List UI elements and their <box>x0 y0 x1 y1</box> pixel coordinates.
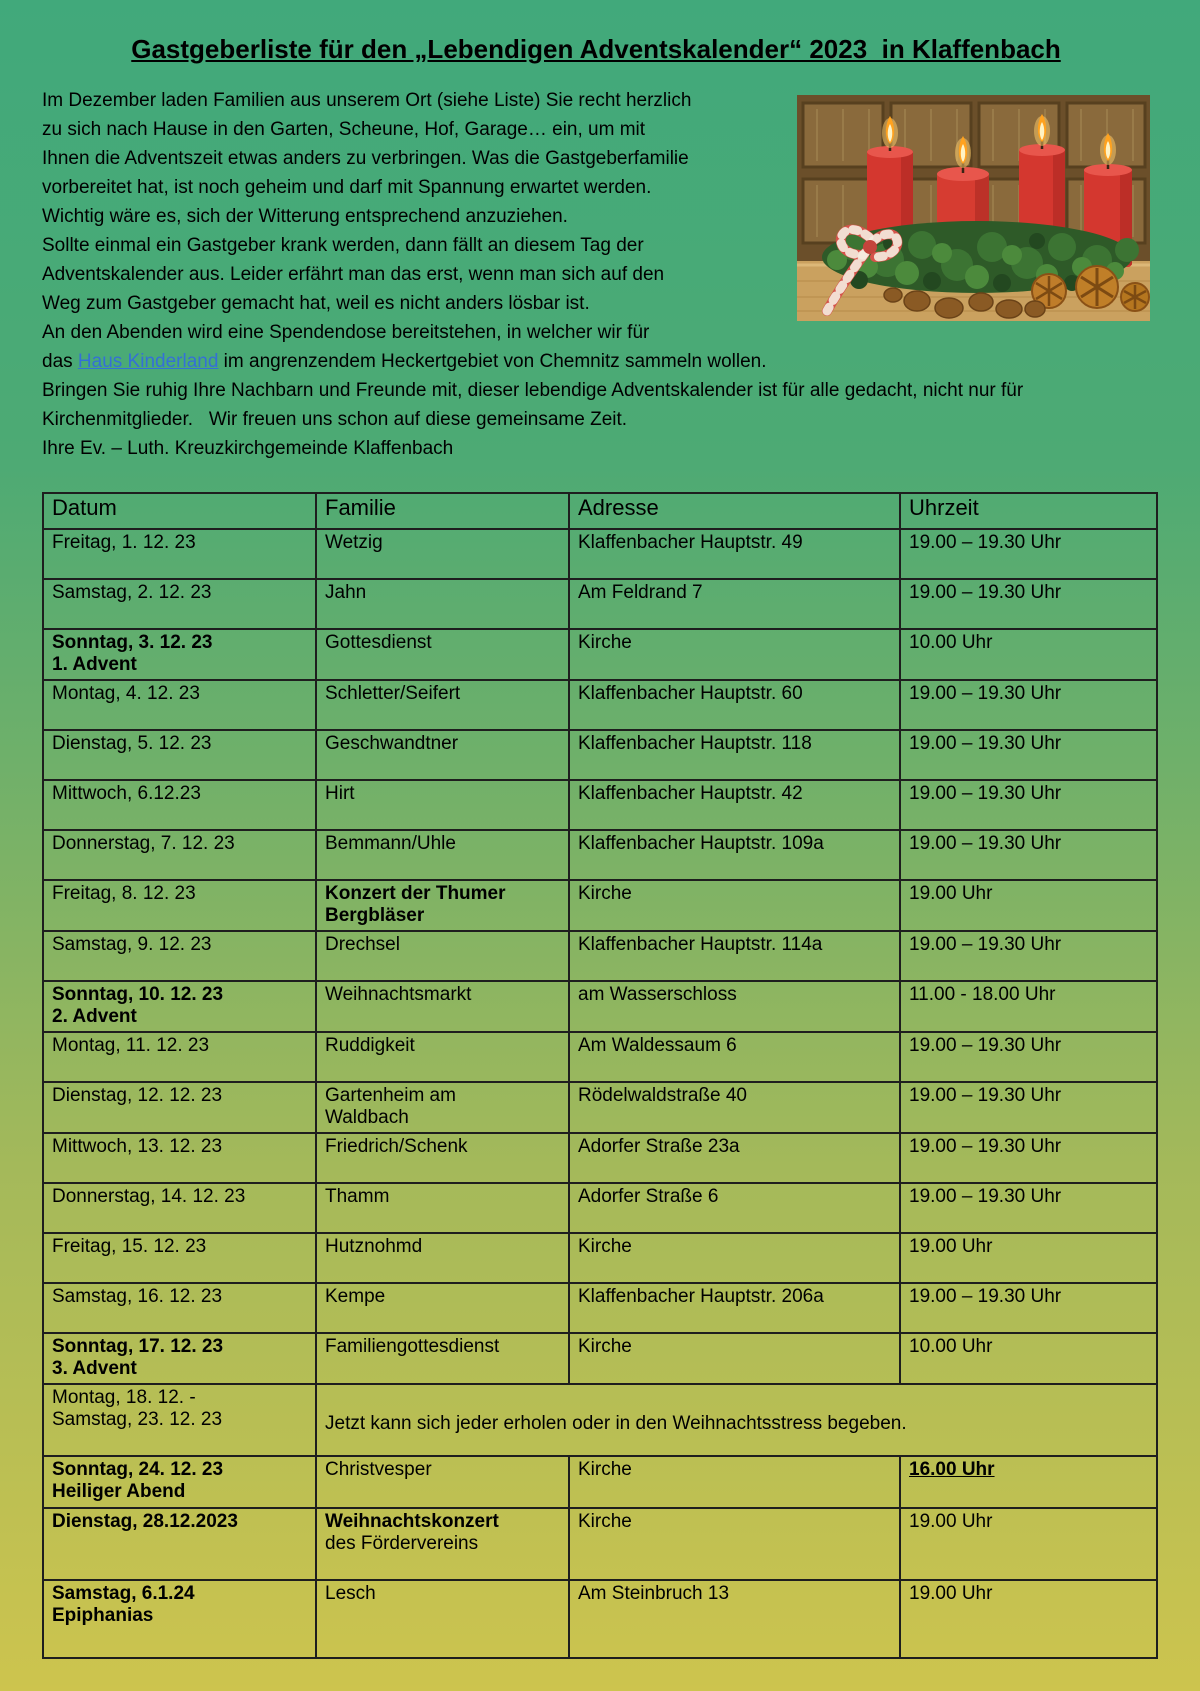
table-row <box>43 1082 1157 1133</box>
date-line: Epiphanias <box>52 1605 154 1626</box>
intro-line: Wichtig wäre es, sich der Witterung entsprechend anzuziehen. <box>42 206 568 227</box>
family-cell <box>316 1082 569 1133</box>
column-header-adresse: Adresse <box>569 493 900 529</box>
date-cell <box>43 629 316 680</box>
intro-text: im angrenzendem Heckertgebiet von Chemnitz sammeln wollen. <box>218 351 767 372</box>
family-cell <box>316 680 569 730</box>
date-line: Mittwoch, 13. 12. 23 <box>52 1136 223 1157</box>
date-cell <box>43 1032 316 1082</box>
family-line: Kempe <box>325 1286 386 1307</box>
address-cell: Am Waldessaum 6 <box>569 1032 900 1082</box>
date-line: Samstag, 16. 12. 23 <box>52 1286 223 1307</box>
intro-text: das <box>42 351 78 372</box>
date-cell <box>43 780 316 830</box>
family-cell <box>316 1032 569 1082</box>
table-row <box>43 680 1157 730</box>
family-cell <box>316 830 569 880</box>
time-cell: 19.00 – 19.30 Uhr <box>900 579 1157 629</box>
family-line: Wetzig <box>325 532 383 553</box>
time-cell: 19.00 – 19.30 Uhr <box>900 830 1157 880</box>
address-cell: am Wasserschloss <box>569 981 900 1032</box>
date-cell <box>43 1508 316 1580</box>
family-cell <box>316 1233 569 1283</box>
date-cell <box>43 981 316 1032</box>
table-row <box>43 1333 1157 1384</box>
column-header-uhrzeit: Uhrzeit <box>900 493 1157 529</box>
date-cell <box>43 680 316 730</box>
table-row <box>43 830 1157 880</box>
time-cell: 19.00 Uhr <box>900 880 1157 931</box>
date-line: Samstag, 6.1.24 <box>52 1583 195 1604</box>
date-cell <box>43 880 316 931</box>
date-line: 3. Advent <box>52 1358 137 1379</box>
intro-line: An den Abenden wird eine Spendendose bereitstehen, in welcher wir für <box>42 322 650 343</box>
time-cell: 19.00 – 19.30 Uhr <box>900 931 1157 981</box>
time-cell: 16.00 Uhr <box>900 1456 1157 1508</box>
date-line: Sonntag, 24. 12. 23 <box>52 1459 224 1480</box>
date-cell <box>43 579 316 629</box>
time-cell: 11.00 - 18.00 Uhr <box>900 981 1157 1032</box>
address-cell: Kirche <box>569 880 900 931</box>
address-cell: Am Feldrand 7 <box>569 579 900 629</box>
family-cell <box>316 730 569 780</box>
table-row <box>43 629 1157 680</box>
table-row <box>43 1233 1157 1283</box>
intro-line: zu sich nach Hause in den Garten, Scheune, Hof, Garage… ein, um mit <box>42 119 646 140</box>
intro-line <box>42 347 1150 376</box>
intro-line: Sollte einmal ein Gastgeber krank werden, dann fällt an diesem Tag der <box>42 235 644 256</box>
address-cell: Kirche <box>569 1333 900 1384</box>
date-line: Freitag, 8. 12. 23 <box>52 883 196 904</box>
column-header-datum: Datum <box>43 493 316 529</box>
haus-kinderland-link[interactable]: Haus Kinderland <box>77 351 219 372</box>
date-line: 2. Advent <box>52 1006 137 1027</box>
family-line: Hirt <box>325 783 355 804</box>
schedule-table <box>42 492 1158 1659</box>
time-cell: 19.00 – 19.30 Uhr <box>900 529 1157 579</box>
family-line: Jahn <box>325 582 367 603</box>
family-line: Gartenheim am <box>325 1085 456 1106</box>
family-line: Weihnachtsmarkt <box>325 984 472 1005</box>
family-cell <box>316 981 569 1032</box>
time-cell: 19.00 – 19.30 Uhr <box>900 1283 1157 1333</box>
date-line: Dienstag, 12. 12. 23 <box>52 1085 223 1106</box>
date-line: Dienstag, 28.12.2023 <box>52 1511 238 1532</box>
address-cell: Kirche <box>569 1233 900 1283</box>
family-cell <box>316 1456 569 1508</box>
date-line: Samstag, 23. 12. 23 <box>52 1409 223 1430</box>
intro-line: Weg zum Gastgeber gemacht hat, weil es nicht anders lösbar ist. <box>42 293 590 314</box>
time-cell: 19.00 – 19.30 Uhr <box>900 730 1157 780</box>
advent-wreath-photo <box>797 95 1150 321</box>
address-cell: Klaffenbacher Hauptstr. 118 <box>569 730 900 780</box>
date-line: Samstag, 9. 12. 23 <box>52 934 212 955</box>
family-cell <box>316 1333 569 1384</box>
date-cell <box>43 931 316 981</box>
address-cell: Adorfer Straße 23a <box>569 1133 900 1183</box>
date-cell <box>43 1580 316 1658</box>
date-line: Sonntag, 3. 12. 23 <box>52 632 213 653</box>
intro-section <box>42 86 1150 463</box>
date-cell <box>43 529 316 579</box>
address-cell: Klaffenbacher Hauptstr. 42 <box>569 780 900 830</box>
family-line: Bergbläser <box>325 905 425 926</box>
family-line: Gottesdienst <box>325 632 432 653</box>
date-line: Mittwoch, 6.12.23 <box>52 783 201 804</box>
family-line: Ruddigkeit <box>325 1035 415 1056</box>
time-cell: 19.00 Uhr <box>900 1508 1157 1580</box>
family-line: Friedrich/Schenk <box>325 1136 468 1157</box>
address-cell: Klaffenbacher Hauptstr. 114a <box>569 931 900 981</box>
family-line: Schletter/Seifert <box>325 683 461 704</box>
address-cell: Kirche <box>569 1456 900 1508</box>
family-cell <box>316 1508 569 1580</box>
date-cell <box>43 1233 316 1283</box>
intro-line: Adventskalender aus. Leider erfährt man das erst, wenn man sich auf den <box>42 264 665 285</box>
date-line: Montag, 4. 12. 23 <box>52 683 200 704</box>
intro-line: Ihnen die Adventszeit etwas anders zu verbringen. Was die Gastgeberfamilie <box>42 148 689 169</box>
date-line: Montag, 11. 12. 23 <box>52 1035 210 1056</box>
date-line: Samstag, 2. 12. 23 <box>52 582 212 603</box>
address-cell: Rödelwaldstraße 40 <box>569 1082 900 1133</box>
date-line: Donnerstag, 7. 12. 23 <box>52 833 235 854</box>
family-line: Familiengottesdienst <box>325 1336 500 1357</box>
address-cell: Klaffenbacher Hauptstr. 60 <box>569 680 900 730</box>
time-cell: 19.00 – 19.30 Uhr <box>900 1133 1157 1183</box>
address-cell: Am Steinbruch 13 <box>569 1580 900 1658</box>
time-cell: 19.00 – 19.30 Uhr <box>900 1032 1157 1082</box>
date-line: 1. Advent <box>52 654 137 675</box>
family-line: des Fördervereins <box>325 1533 479 1554</box>
table-row <box>43 1032 1157 1082</box>
address-cell: Klaffenbacher Hauptstr. 109a <box>569 830 900 880</box>
date-line: Freitag, 15. 12. 23 <box>52 1236 207 1257</box>
family-line: Hutznohmd <box>325 1236 423 1257</box>
family-line: Geschwandtner <box>325 733 459 754</box>
intro-line: Ihre Ev. – Luth. Kreuzkirchgemeinde Klaffenbach <box>42 438 454 459</box>
address-cell: Klaffenbacher Hauptstr. 206a <box>569 1283 900 1333</box>
family-line: Christvesper <box>325 1459 432 1480</box>
intro-line: Bringen Sie ruhig Ihre Nachbarn und Freunde mit, dieser lebendige Adventskalender ist für alle gedacht, nicht nur für <box>42 380 1024 401</box>
family-line: Bemmann/Uhle <box>325 833 456 854</box>
table-row <box>43 730 1157 780</box>
family-cell <box>316 1580 569 1658</box>
note-cell: Jetzt kann sich jeder erholen oder in den Weihnachtsstress begeben. <box>316 1384 1157 1456</box>
family-cell <box>316 931 569 981</box>
table-row <box>43 780 1157 830</box>
date-line: Montag, 18. 12. - <box>52 1387 196 1408</box>
date-cell <box>43 1333 316 1384</box>
family-line: Thamm <box>325 1186 390 1207</box>
time-cell: 10.00 Uhr <box>900 629 1157 680</box>
date-line: Sonntag, 10. 12. 23 <box>52 984 224 1005</box>
family-cell <box>316 1133 569 1183</box>
date-line: Sonntag, 17. 12. 23 <box>52 1336 224 1357</box>
table-row <box>43 931 1157 981</box>
time-cell: 10.00 Uhr <box>900 1333 1157 1384</box>
time-cell: 19.00 – 19.30 Uhr <box>900 1082 1157 1133</box>
family-cell <box>316 529 569 579</box>
table-header-row <box>43 493 1157 529</box>
date-line: Freitag, 1. 12. 23 <box>52 532 196 553</box>
family-cell <box>316 1183 569 1233</box>
table-row <box>43 1133 1157 1183</box>
family-line: Konzert der Thumer <box>325 883 506 904</box>
date-cell <box>43 1384 316 1456</box>
intro-line: vorbereitet hat, ist noch geheim und darf mit Spannung erwartet werden. <box>42 177 652 198</box>
date-line: Dienstag, 5. 12. 23 <box>52 733 212 754</box>
family-line: Weihnachtskonzert <box>325 1511 499 1532</box>
family-cell <box>316 579 569 629</box>
table-row <box>43 1456 1157 1508</box>
date-cell <box>43 1183 316 1233</box>
address-cell: Adorfer Straße 6 <box>569 1183 900 1233</box>
table-row <box>43 1384 1157 1456</box>
table-row <box>43 880 1157 931</box>
date-cell <box>43 1283 316 1333</box>
date-line: Heiliger Abend <box>52 1481 186 1502</box>
family-line: Lesch <box>325 1583 376 1604</box>
time-cell: 19.00 – 19.30 Uhr <box>900 780 1157 830</box>
time-cell: 19.00 Uhr <box>900 1233 1157 1283</box>
table-row <box>43 1580 1157 1658</box>
family-cell <box>316 1283 569 1333</box>
time-cell: 19.00 – 19.30 Uhr <box>900 680 1157 730</box>
intro-line: Im Dezember laden Familien aus unserem Ort (siehe Liste) Sie recht herzlich <box>42 90 692 111</box>
column-header-familie: Familie <box>316 493 569 529</box>
intro-line: Kirchenmitglieder. Wir freuen uns schon auf diese gemeinsame Zeit. <box>42 409 628 430</box>
table-row <box>43 981 1157 1032</box>
address-cell: Kirche <box>569 629 900 680</box>
table-row <box>43 529 1157 579</box>
family-cell <box>316 880 569 931</box>
family-line: Drechsel <box>325 934 400 955</box>
date-cell <box>43 1456 316 1508</box>
table-row <box>43 579 1157 629</box>
time-cell: 19.00 Uhr <box>900 1580 1157 1658</box>
table-row <box>43 1183 1157 1233</box>
date-cell <box>43 830 316 880</box>
date-line: Donnerstag, 14. 12. 23 <box>52 1186 246 1207</box>
date-cell <box>43 1133 316 1183</box>
family-cell <box>316 629 569 680</box>
address-cell: Klaffenbacher Hauptstr. 49 <box>569 529 900 579</box>
date-cell <box>43 730 316 780</box>
address-cell: Kirche <box>569 1508 900 1580</box>
family-cell <box>316 780 569 830</box>
time-cell: 19.00 – 19.30 Uhr <box>900 1183 1157 1233</box>
table-row <box>43 1283 1157 1333</box>
table-row <box>43 1508 1157 1580</box>
date-cell <box>43 1082 316 1133</box>
family-line: Waldbach <box>325 1107 409 1128</box>
page-title: Gastgeberliste für den „Lebendigen Adventskalender“ 2023 in Klaffenbach <box>131 34 1061 64</box>
